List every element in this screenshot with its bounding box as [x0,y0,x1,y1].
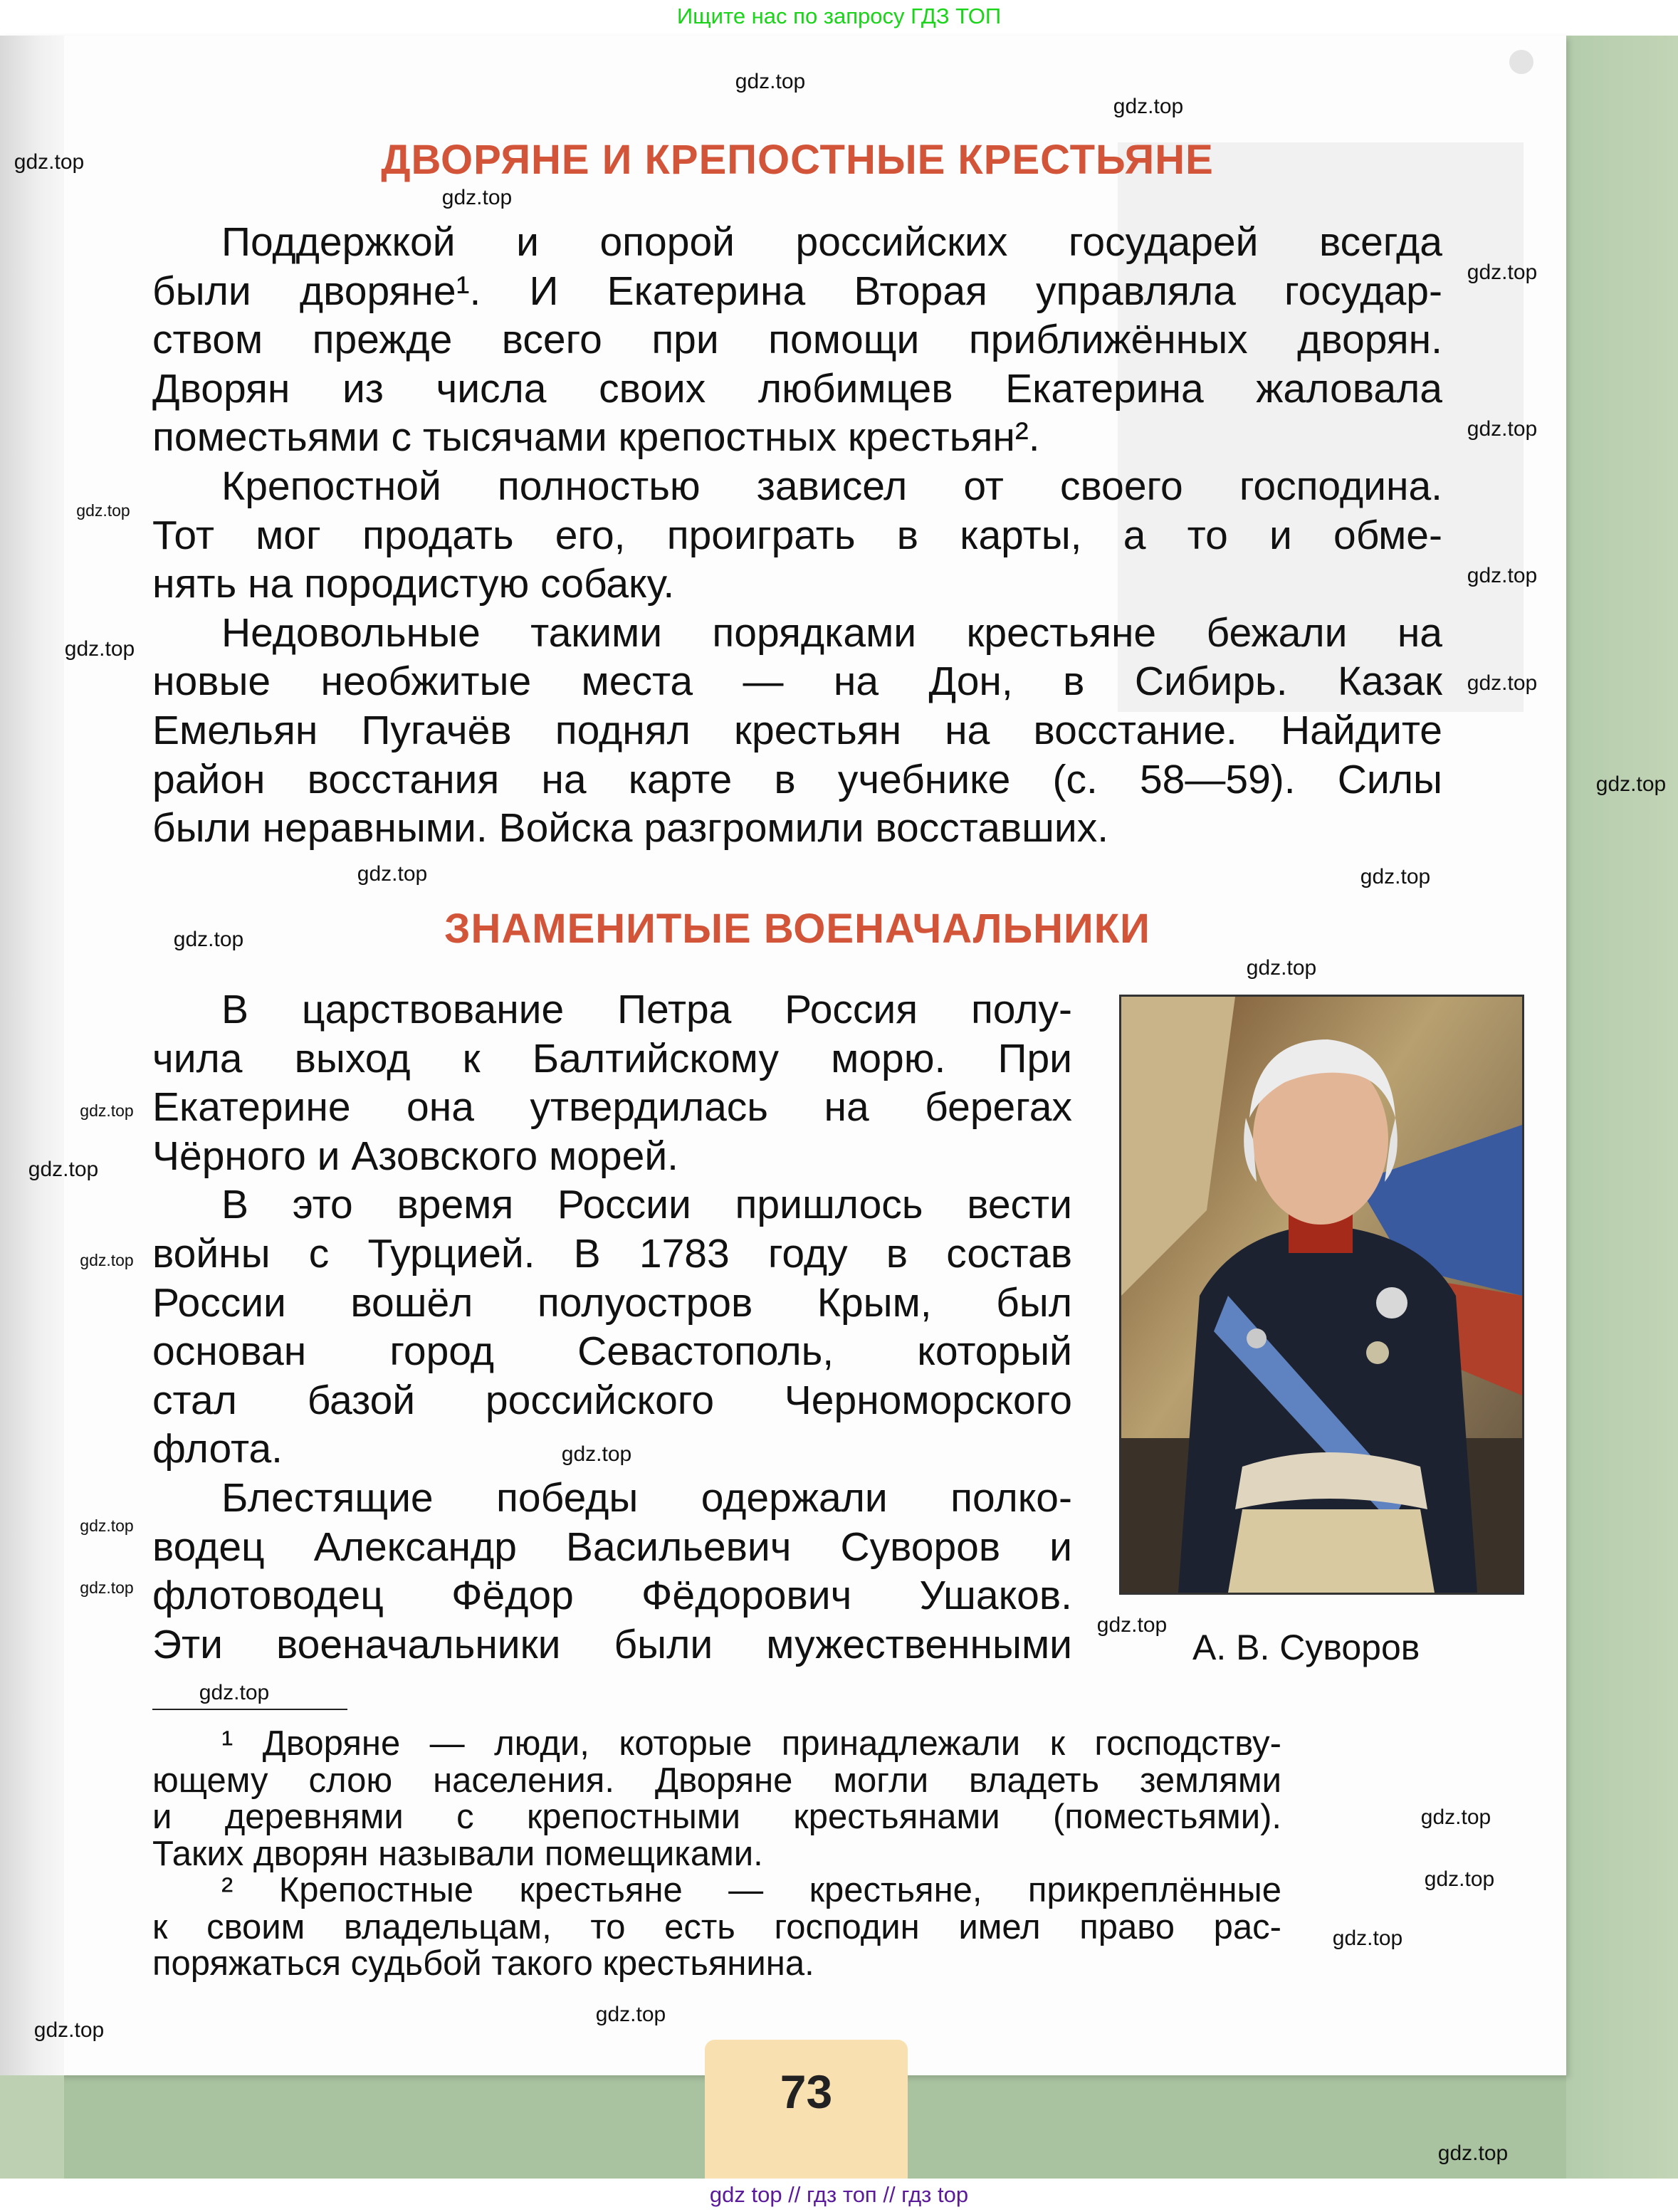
watermark: gdz.top [80,1101,134,1120]
watermark: gdz.top [595,2003,666,2026]
watermark: gdz.top [1096,1613,1168,1637]
search-banner[interactable]: Ищите нас по запросу ГДЗ ТОП [676,4,1002,28]
text-line: поместьями с тысячами крепостных крестьян². [152,414,1040,461]
footer-links[interactable]: gdz top // гдз топ // гдз top [709,2182,969,2207]
watermark: gdz.top [1595,772,1667,796]
section-title-commanders: ЗНАМЕНИТЫЕ ВОЕНАЧАЛЬНИКИ [444,906,1150,952]
watermark: gdz.top [80,1251,134,1269]
portrait-image [1121,997,1522,1593]
watermark: gdz.top [1467,564,1538,587]
watermark: gdz.top [1437,2142,1509,2165]
watermark: gdz.top [1360,865,1431,889]
watermark: gdz.top [1467,417,1538,441]
text-line: Тот мог продать его, проиграть в карты, а то и обме- [152,512,1442,558]
watermark: gdz.top [1332,1927,1403,1950]
watermark: gdz.top [173,928,244,951]
text-line: России вошёл полуостров Крым, был [152,1279,1072,1326]
watermark: gdz.top [1246,956,1317,980]
text-line: флотоводец Фёдор Фёдорович Ушаков. [152,1573,1072,1619]
text-line: В это время России пришлось вести [221,1182,1072,1228]
watermark: gdz.top [14,150,85,174]
background-right [1566,36,1678,2179]
watermark: gdz.top [1420,1805,1491,1829]
text-line: стал базой российского Черноморского [152,1377,1072,1423]
page-gutter [0,36,64,2075]
text-line: Поддержкой и опорой российских государей всегда [221,219,1442,265]
text-line: ² Крепостные крестьяне — крестьяне, прикреплённые [221,1871,1281,1909]
text-line: Чёрного и Азовского морей. [152,1133,678,1179]
text-line: поряжаться судьбой такого крестьянина. [152,1944,814,1983]
page-number: 73 [780,2065,833,2118]
portrait-caption: А. В. Суворов [1192,1627,1420,1667]
text-line: войны с Турцией. В 1783 году в состав [152,1231,1072,1277]
text-line: основан город Севастополь, который [152,1328,1072,1375]
watermark: gdz.top [28,1158,99,1181]
watermark: gdz.top [561,1442,632,1466]
watermark: gdz.top [357,862,428,886]
watermark: gdz.top [76,501,130,520]
watermark: gdz.top [441,186,513,209]
text-line: Таких дворян называли помещиками. [152,1834,763,1873]
text-line: нять на породистую собаку. [152,561,675,607]
text-line: Недовольные такими порядками крестьяне бежали на [221,609,1442,656]
watermark: gdz.top [33,2018,105,2042]
watermark: gdz.top [199,1681,270,1704]
watermark: gdz.top [1467,671,1538,695]
text-line: флота. [152,1426,283,1472]
watermark: gdz.top [80,1578,134,1597]
text-line: Емельян Пугачёв поднял крестьян на восстание. Найдите [152,708,1442,753]
watermark: gdz.top [735,70,806,93]
text-line: к своим владельцам, то есть господин имел право рас- [152,1907,1281,1946]
text-line: были дворяне¹. И Екатерина Вторая управляла государ- [152,268,1442,314]
section-title-nobles: ДВОРЯНЕ И КРЕПОСТНЫЕ КРЕСТЬЯНЕ [381,137,1214,183]
text-line: ющему слою населения. Дворяне могли владеть землями [152,1761,1281,1800]
text-line: ¹ Дворяне — люди, которые принадлежали к господству- [221,1724,1281,1763]
text-line: водец Александр Васильевич Суворов и [152,1524,1072,1570]
text-line: чила выход к Балтийскому морю. При [152,1035,1072,1081]
watermark: gdz.top [64,637,135,661]
watermark: gdz.top [80,1516,134,1535]
watermark: gdz.top [1467,261,1538,284]
text-line: новые необжитые места — на Дон, в Сибирь. Казак [152,659,1442,705]
text-line: Блестящие победы одержали полко- [221,1475,1072,1521]
suvorov-portrait [1119,995,1524,1595]
text-line: район восстания на карте в учебнике (с. 58—59). Силы [152,756,1442,802]
text-line: и деревнями с крепостными крестьянами (поместьями). [152,1798,1281,1836]
text-line: Эти военачальники были мужественными [152,1621,1072,1667]
text-line: Крепостной полностью зависел от своего господина. [221,463,1442,509]
page-dot [1509,50,1533,74]
gutter-lower [0,2075,64,2179]
text-line: ством прежде всего при помощи приближённых дворян. [152,317,1442,363]
text-line: Дворян из числа своих любимцев Екатерина жаловала [152,365,1442,412]
watermark: gdz.top [1424,1867,1495,1891]
text-line: В царствование Петра Россия полу- [221,987,1072,1032]
text-line: Екатерине она утвердилась на берегах [152,1084,1072,1131]
footnote-divider [152,1709,347,1710]
watermark: gdz.top [1113,95,1184,118]
text-line: были неравными. Войска разгромили восставших. [152,805,1109,851]
